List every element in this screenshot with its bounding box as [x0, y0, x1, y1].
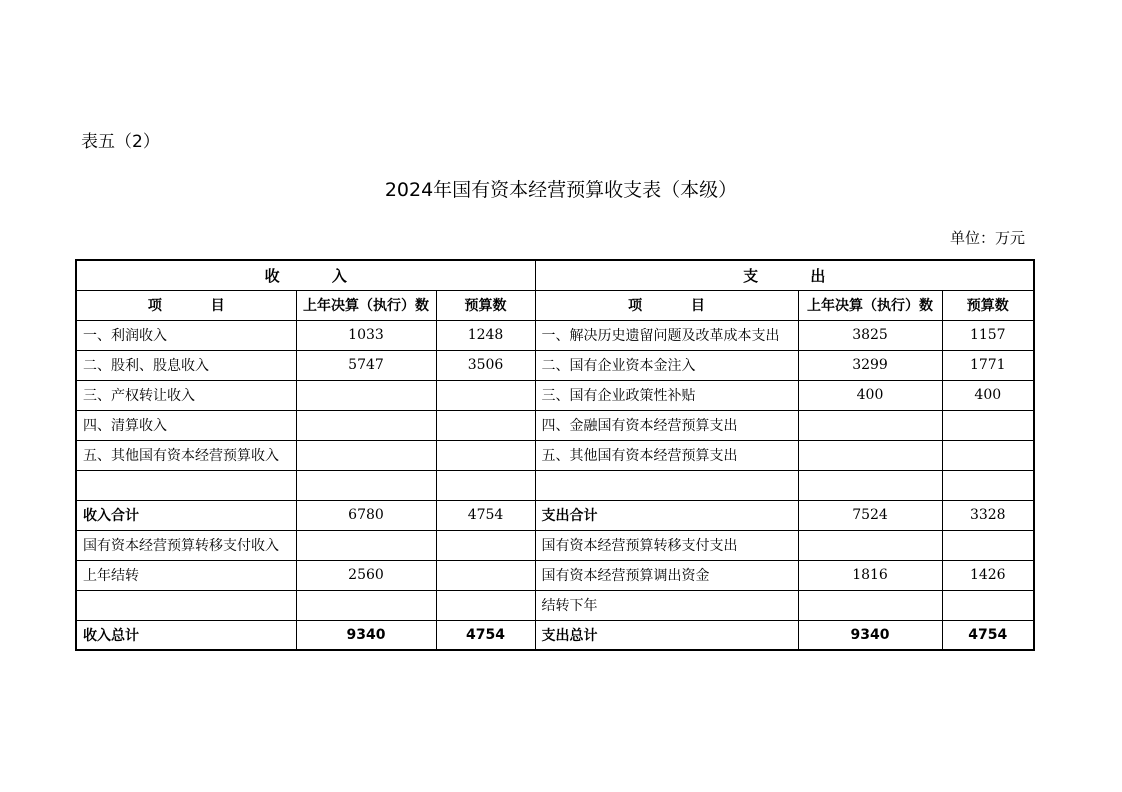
unit-label: 单位：万元	[949, 229, 1025, 247]
table-row	[76, 440, 1034, 470]
income-prev-year-cell: 9340	[296, 620, 436, 650]
income-prev-year-column-header: 上年决算（执行）数	[296, 290, 436, 320]
table-row	[76, 320, 1034, 350]
income-prev-year-cell: 5747	[296, 350, 436, 380]
expense-section-header: 支 出	[535, 260, 1034, 290]
expense-item-cell: 二、国有企业资本金注入	[535, 350, 798, 380]
expense-item-cell: 结转下年	[535, 590, 798, 620]
expense-budget-cell	[942, 440, 1034, 470]
expense-prev-year-cell: 400	[798, 380, 942, 410]
table-label: 表五（2）	[81, 132, 160, 152]
income-budget-cell	[436, 590, 535, 620]
expense-item-cell: 支出总计	[535, 620, 798, 650]
income-item-cell: 三、产权转让收入	[76, 380, 296, 410]
income-budget-cell	[436, 440, 535, 470]
income-prev-year-cell: 6780	[296, 500, 436, 530]
table-row	[76, 470, 1034, 500]
expense-budget-cell	[942, 590, 1034, 620]
income-item-cell	[76, 470, 296, 500]
expense-item-cell: 国有资本经营预算转移支付支出	[535, 530, 798, 560]
income-budget-cell: 4754	[436, 500, 535, 530]
section-header-row	[76, 260, 1034, 290]
expense-budget-cell: 3328	[942, 500, 1034, 530]
income-prev-year-cell	[296, 380, 436, 410]
expense-budget-cell: 1771	[942, 350, 1034, 380]
table-row	[76, 620, 1034, 650]
income-budget-cell	[436, 560, 535, 590]
expense-budget-column-header: 预算数	[942, 290, 1034, 320]
expense-prev-year-cell	[798, 410, 942, 440]
income-budget-column-header: 预算数	[436, 290, 535, 320]
expense-item-cell: 支出合计	[535, 500, 798, 530]
expense-item-cell: 五、其他国有资本经营预算支出	[535, 440, 798, 470]
expense-prev-year-cell	[798, 530, 942, 560]
expense-prev-year-column-header: 上年决算（执行）数	[798, 290, 942, 320]
expense-budget-cell: 1426	[942, 560, 1034, 590]
expense-budget-cell: 4754	[942, 620, 1034, 650]
expense-budget-cell	[942, 530, 1034, 560]
table-row	[76, 350, 1034, 380]
income-prev-year-cell	[296, 410, 436, 440]
income-section-header: 收 入	[76, 260, 535, 290]
income-item-cell: 五、其他国有资本经营预算收入	[76, 440, 296, 470]
expense-item-cell: 四、金融国有资本经营预算支出	[535, 410, 798, 440]
expense-prev-year-cell: 7524	[798, 500, 942, 530]
table-row	[76, 410, 1034, 440]
income-budget-cell: 1248	[436, 320, 535, 350]
income-prev-year-cell	[296, 470, 436, 500]
expense-prev-year-cell: 3825	[798, 320, 942, 350]
expense-item-column-header: 项 目	[535, 290, 798, 320]
expense-item-cell: 三、国有企业政策性补贴	[535, 380, 798, 410]
income-budget-cell	[436, 380, 535, 410]
expense-budget-cell	[942, 410, 1034, 440]
expense-prev-year-cell: 3299	[798, 350, 942, 380]
expense-prev-year-cell: 9340	[798, 620, 942, 650]
income-budget-cell	[436, 410, 535, 440]
income-prev-year-cell	[296, 590, 436, 620]
expense-prev-year-cell	[798, 590, 942, 620]
table-row	[76, 560, 1034, 590]
table-row	[76, 590, 1034, 620]
income-item-cell: 国有资本经营预算转移支付收入	[76, 530, 296, 560]
budget-table	[75, 259, 1035, 651]
table-row	[76, 500, 1034, 530]
income-item-cell: 二、股利、股息收入	[76, 350, 296, 380]
expense-budget-cell: 1157	[942, 320, 1034, 350]
income-item-cell: 收入合计	[76, 500, 296, 530]
income-budget-cell	[436, 530, 535, 560]
expense-item-cell: 国有资本经营预算调出资金	[535, 560, 798, 590]
income-item-cell	[76, 590, 296, 620]
income-budget-cell: 3506	[436, 350, 535, 380]
income-item-column-header: 项 目	[76, 290, 296, 320]
expense-prev-year-cell	[798, 470, 942, 500]
income-budget-cell	[436, 470, 535, 500]
income-item-cell: 上年结转	[76, 560, 296, 590]
page-title: 2024年国有资本经营预算收支表（本级）	[384, 179, 738, 201]
table-row	[76, 380, 1034, 410]
income-item-cell: 四、清算收入	[76, 410, 296, 440]
column-header-row	[76, 290, 1034, 320]
table-row	[76, 530, 1034, 560]
expense-budget-cell	[942, 470, 1034, 500]
expense-item-cell	[535, 470, 798, 500]
income-prev-year-cell: 1033	[296, 320, 436, 350]
expense-prev-year-cell	[798, 440, 942, 470]
income-prev-year-cell	[296, 440, 436, 470]
income-item-cell: 收入总计	[76, 620, 296, 650]
expense-prev-year-cell: 1816	[798, 560, 942, 590]
income-item-cell: 一、利润收入	[76, 320, 296, 350]
income-prev-year-cell: 2560	[296, 560, 436, 590]
income-prev-year-cell	[296, 530, 436, 560]
expense-budget-cell: 400	[942, 380, 1034, 410]
income-budget-cell: 4754	[436, 620, 535, 650]
expense-item-cell: 一、解决历史遗留问题及改革成本支出	[535, 320, 798, 350]
